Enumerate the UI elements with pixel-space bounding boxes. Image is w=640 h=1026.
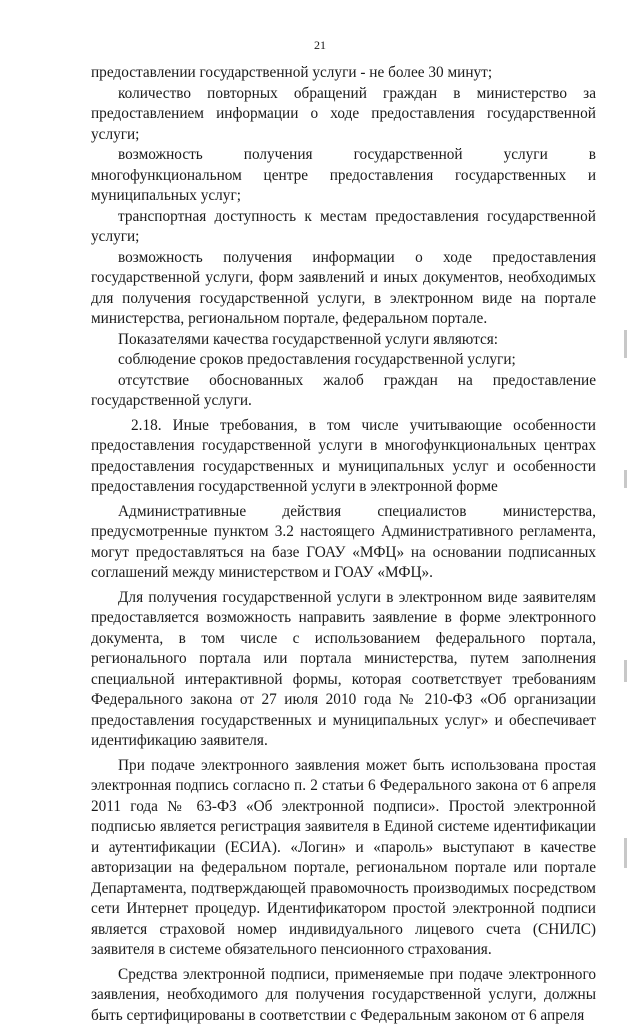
document-body — [91, 63, 596, 1026]
page-number: 21 — [0, 38, 640, 53]
paragraph: соблюдение сроков предоставления государственной услуги; — [91, 350, 596, 371]
paragraph: При подаче электронного заявления может быть использована простая электронная подпись согласно п. 2 статьи 6 Федерального закона от 6 апреля 2011 года № 63-ФЗ «Об электронной подписи». Простой электронной подписью является регистрация заявителя в Единой системе идентификации и аутентификации (ЕСИА). «Логин» и «пароль» выступают в качестве авторизации на федеральном портале, региональном портале или портале Департамента, подтверждающей правомочность производимых посредством сети Интернет процедур. Идентификатором простой электронной подписи является страховой номер индивидуального лицевого счета (СНИЛС) заявителя в системе обязательного пенсионного страхования. — [91, 756, 596, 961]
scan-edge-mark — [624, 838, 627, 868]
paragraph: Для получения государственной услуги в электронном виде заявителям предоставляется возможность направить заявление в форме электронного документа, в том числе с использованием федерального портала, регионального портала или портала министерства, путем заполнения специальной интерактивной формы, которая соответствует требованиям Федерального закона от 27 июля 2010 года № 210-ФЗ «Об организации предоставления государственных и муниципальных услуг» и обеспечивает идентификацию заявителя. — [91, 588, 596, 752]
paragraph: отсутствие обоснованных жалоб граждан на предоставление государственной услуги. — [91, 371, 596, 412]
paragraph: Административные действия специалистов министерства, предусмотренные пунктом 3.2 настоящего Административного регламента, могут предоставляться на базе ГОАУ «МФЦ» на основании подписанных соглашений между министерством и ГОАУ «МФЦ». — [91, 502, 596, 584]
paragraph: предоставлении государственной услуги - не более 30 минут; — [91, 63, 596, 84]
paragraph: возможность получения государственной услуги в многофункциональном центре предоставления государственных и муниципальных услуг; — [91, 145, 596, 207]
paragraph: транспортная доступность к местам предоставления государственной услуги; — [91, 207, 596, 248]
paragraph: возможность получения информации о ходе предоставления государственной услуги, форм заявлений и иных документов, необходимых для получения государственной услуги, в электронном виде на портале министерства, региональном портале, федеральном портале. — [91, 248, 596, 330]
paragraph: Показателями качества государственной услуги являются: — [91, 330, 596, 351]
scan-edge-mark — [624, 470, 627, 488]
scan-edge-mark — [624, 660, 627, 682]
section-heading: 2.18. Иные требования, в том числе учитывающие особенности предоставления государственной услуги в многофункциональных центрах предоставления государственных и муниципальных услуг и особенности предоставления государственной услуги в электронной форме — [91, 416, 596, 498]
paragraph: Средства электронной подписи, применяемые при подаче электронного заявления, необходимого для получения государственной услуги, должны быть сертифицированы в соответствии с Федеральным законом от 6 апреля — [91, 965, 596, 1026]
paragraph: количество повторных обращений граждан в министерство за предоставлением информации о ходе предоставления государственной услуги; — [91, 84, 596, 146]
scan-edge-mark — [624, 330, 627, 358]
